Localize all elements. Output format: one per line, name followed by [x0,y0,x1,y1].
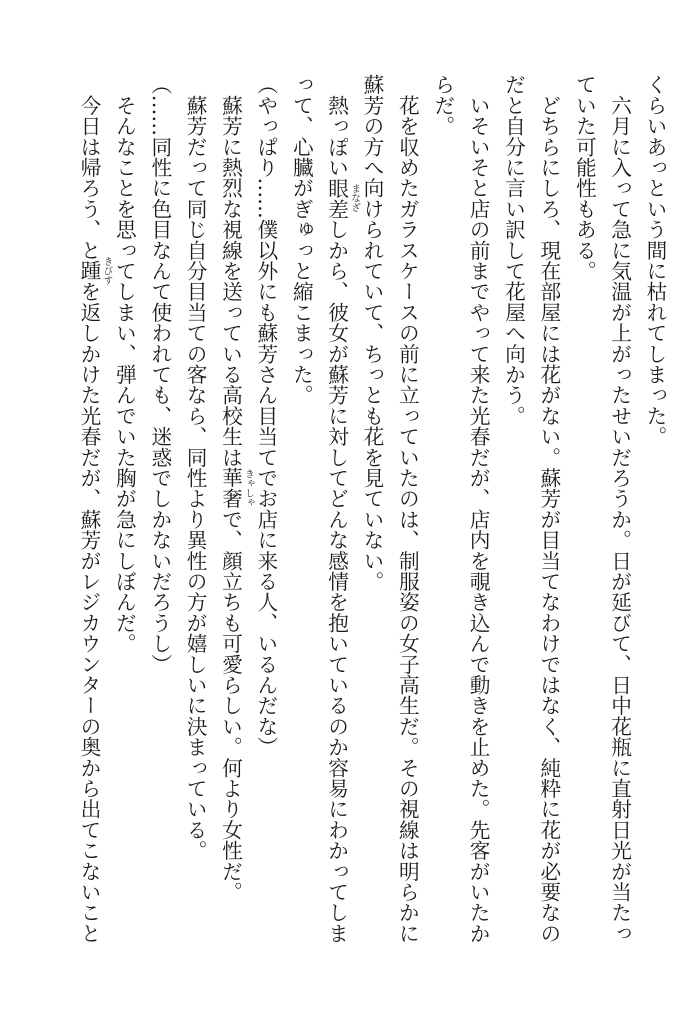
text-line [69,74,113,954]
text-line: そんなことを思ってしまい、弾んでいた胸が急にしぼんだ。 [112,74,137,654]
ruby-base: 華奢 [218,467,243,509]
text-segment: を返しかけた光春だが、蘇芳がレジカウンターの奥から出てこないこと [77,281,101,944]
text-line: 蘇芳だって同じ自分目当ての客なら、同性より異性の方が嬉しいに決まっている。 [183,74,208,861]
text-line [317,74,361,954]
ruby-base: 踵 [77,260,101,282]
text-line: いそいそと店の前までやって来た光春だが、店内を覗き込んで動きを止めた。先客がいたか [466,74,491,944]
text-line: くらいあっという間に枯れてしまった。 [643,74,667,447]
text-segment: で、顔立ちも可愛らしい。何より女性だ。 [218,508,243,903]
ruby-reading: きゃしゃ [243,469,254,508]
text-segment: しから、彼女が蘇芳に対してどんな感情を抱いているのか容易にわかってしま [324,218,349,944]
text-line: どちらにしろ、現在部屋には花がない。蘇芳が目当てなわけではなく、純粋に花が必要なの [536,74,561,944]
text-line: って、心臓がぎゅっと縮こまった。 [289,74,314,406]
text-line: ていた可能性もある。 [572,74,597,281]
text-segment: 蘇芳に熱烈な視線を送っている高校生は [218,74,243,468]
ruby-base: 眼差 [324,177,349,219]
ruby-word [77,256,113,285]
text-line: 蘇芳の方へ向けられていて、ちっとも花を見ていない。 [360,74,384,592]
text-line: だと自分に言い訳して花屋へ向かう。 [501,74,526,426]
ruby-word [324,177,361,219]
ruby-reading: きびす [101,256,113,285]
text-segment: 熱っぽい [324,74,349,178]
text-segment: 今日は帰ろう、と [77,74,101,261]
text-line: 六月に入って急に気温が上がったせいだろうか。日が延びて、日中花瓶に直射日光が当たっ [607,74,632,944]
text-line [211,74,254,954]
ruby-word [218,467,254,509]
ruby-reading: まなざ [349,183,361,213]
text-line: らだ。 [430,74,455,137]
text-line: （……同性に色目なんて使われても、迷惑でしかないだろうし） [147,74,172,675]
text-line: 花を収めたガラスケースの前に立っていたのは、制服姿の女子高生だ。その視線は明らかに [395,74,420,944]
text-line: （やっぱり……僕以外にも蘇芳さん目当てでお店に来る人、いるんだな） [253,74,278,758]
